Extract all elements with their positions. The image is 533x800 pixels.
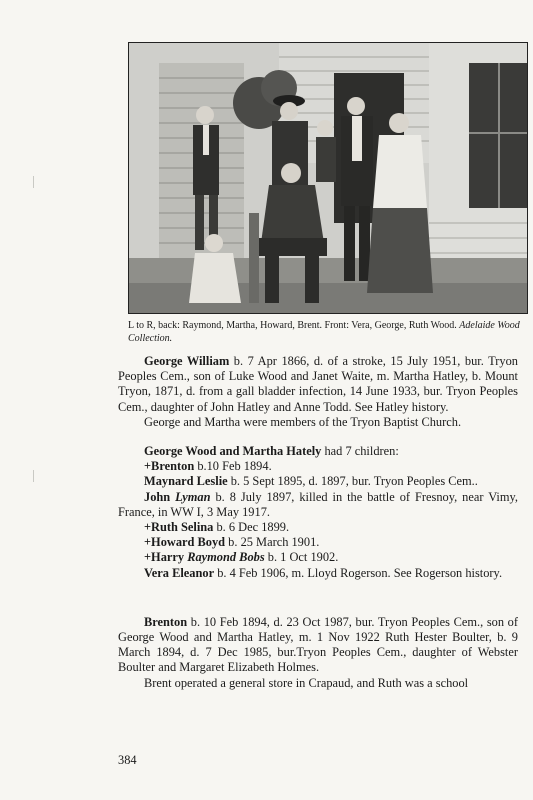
child-name: John	[144, 489, 171, 504]
store-paragraph: Brent operated a general store in Crapaud, and Ruth was a school	[144, 675, 469, 690]
person-details: b. 7 Apr 1866, d. of a stroke, 15 July 1951, bur. Tryon Peoples Cem., son of Luke Wood and Janet Waite, m. Martha Hatley, b. Mount Tryon, 1871, d. from a gall bladder infection, 14 June 1933, bur. Tryon Peoples Cem., daughter of John Hatley and Anne Todd. See Hatley history.	[118, 354, 518, 414]
children-heading	[118, 444, 518, 459]
photo-illustration	[129, 43, 528, 314]
child-entry	[118, 459, 518, 474]
caption-credit: Adelaide Wood Collection.	[128, 320, 520, 344]
child-entry	[118, 490, 518, 520]
family-photo	[128, 42, 528, 314]
page-number: 384	[118, 753, 137, 767]
spacer	[118, 581, 518, 615]
child-entry	[118, 474, 518, 489]
article-body	[118, 354, 518, 691]
child-name: +Brenton	[144, 459, 195, 474]
child-name-italic: Lyman	[175, 489, 211, 504]
child-name: Vera Eleanor	[144, 565, 215, 580]
photo-caption	[128, 319, 528, 345]
child-name: +Harry	[144, 550, 185, 565]
child-entry	[118, 535, 518, 550]
child-details: b. 5 Sept 1895, d. 1897, bur. Tryon Peoples Cem..	[227, 474, 478, 489]
child-entry	[118, 566, 518, 581]
child-name: Maynard Leslie	[144, 474, 228, 489]
person-details: b. 10 Feb 1894, d. 23 Oct 1987, bur. Tryon Peoples Cem., son of George Wood and Martha Hatley, m. 1 Nov 1922 Ruth Hester Boulter, b. 9 March 1894, d. 7 Dec 1985, bur.Tryon Peoples Cem., daughter of Webster Boulter and Margaret Elizabeth Holmes.	[118, 614, 518, 675]
child-details: b. 8 July 1897, killed in the battle of Fresnoy, near Vimy, France, in WW I, 3 May 1917.	[118, 489, 518, 519]
child-details: b.10 Feb 1894.	[194, 459, 272, 474]
child-entry	[118, 520, 518, 535]
children-count: had 7 children:	[321, 444, 399, 459]
scan-mark	[33, 176, 38, 188]
child-name-italic: Raymond Bobs	[187, 550, 265, 565]
church-paragraph: George and Martha were members of the Tryon Baptist Church.	[144, 414, 462, 429]
child-details: b. 25 March 1901.	[225, 535, 320, 550]
caption-text: L to R, back: Raymond, Martha, Howard, Brent. Front: Vera, George, Ruth Wood.	[128, 320, 457, 331]
person-name: George William	[144, 354, 230, 368]
child-details: b. 1 Oct 1902.	[264, 550, 339, 565]
child-details: b. 6 Dec 1899.	[213, 520, 290, 535]
scan-mark	[33, 470, 38, 482]
person-name: Brenton	[144, 614, 188, 629]
child-details: b. 4 Feb 1906, m. Lloyd Rogerson. See Rogerson history.	[214, 565, 503, 580]
child-name: +Ruth Selina	[144, 520, 214, 535]
child-entry	[118, 550, 518, 565]
parents-names: George Wood and Martha Hately	[144, 444, 322, 459]
spacer	[118, 430, 518, 444]
brenton-paragraph	[118, 615, 518, 676]
child-name: +Howard Boyd	[144, 535, 226, 550]
george-paragraph	[118, 354, 518, 415]
